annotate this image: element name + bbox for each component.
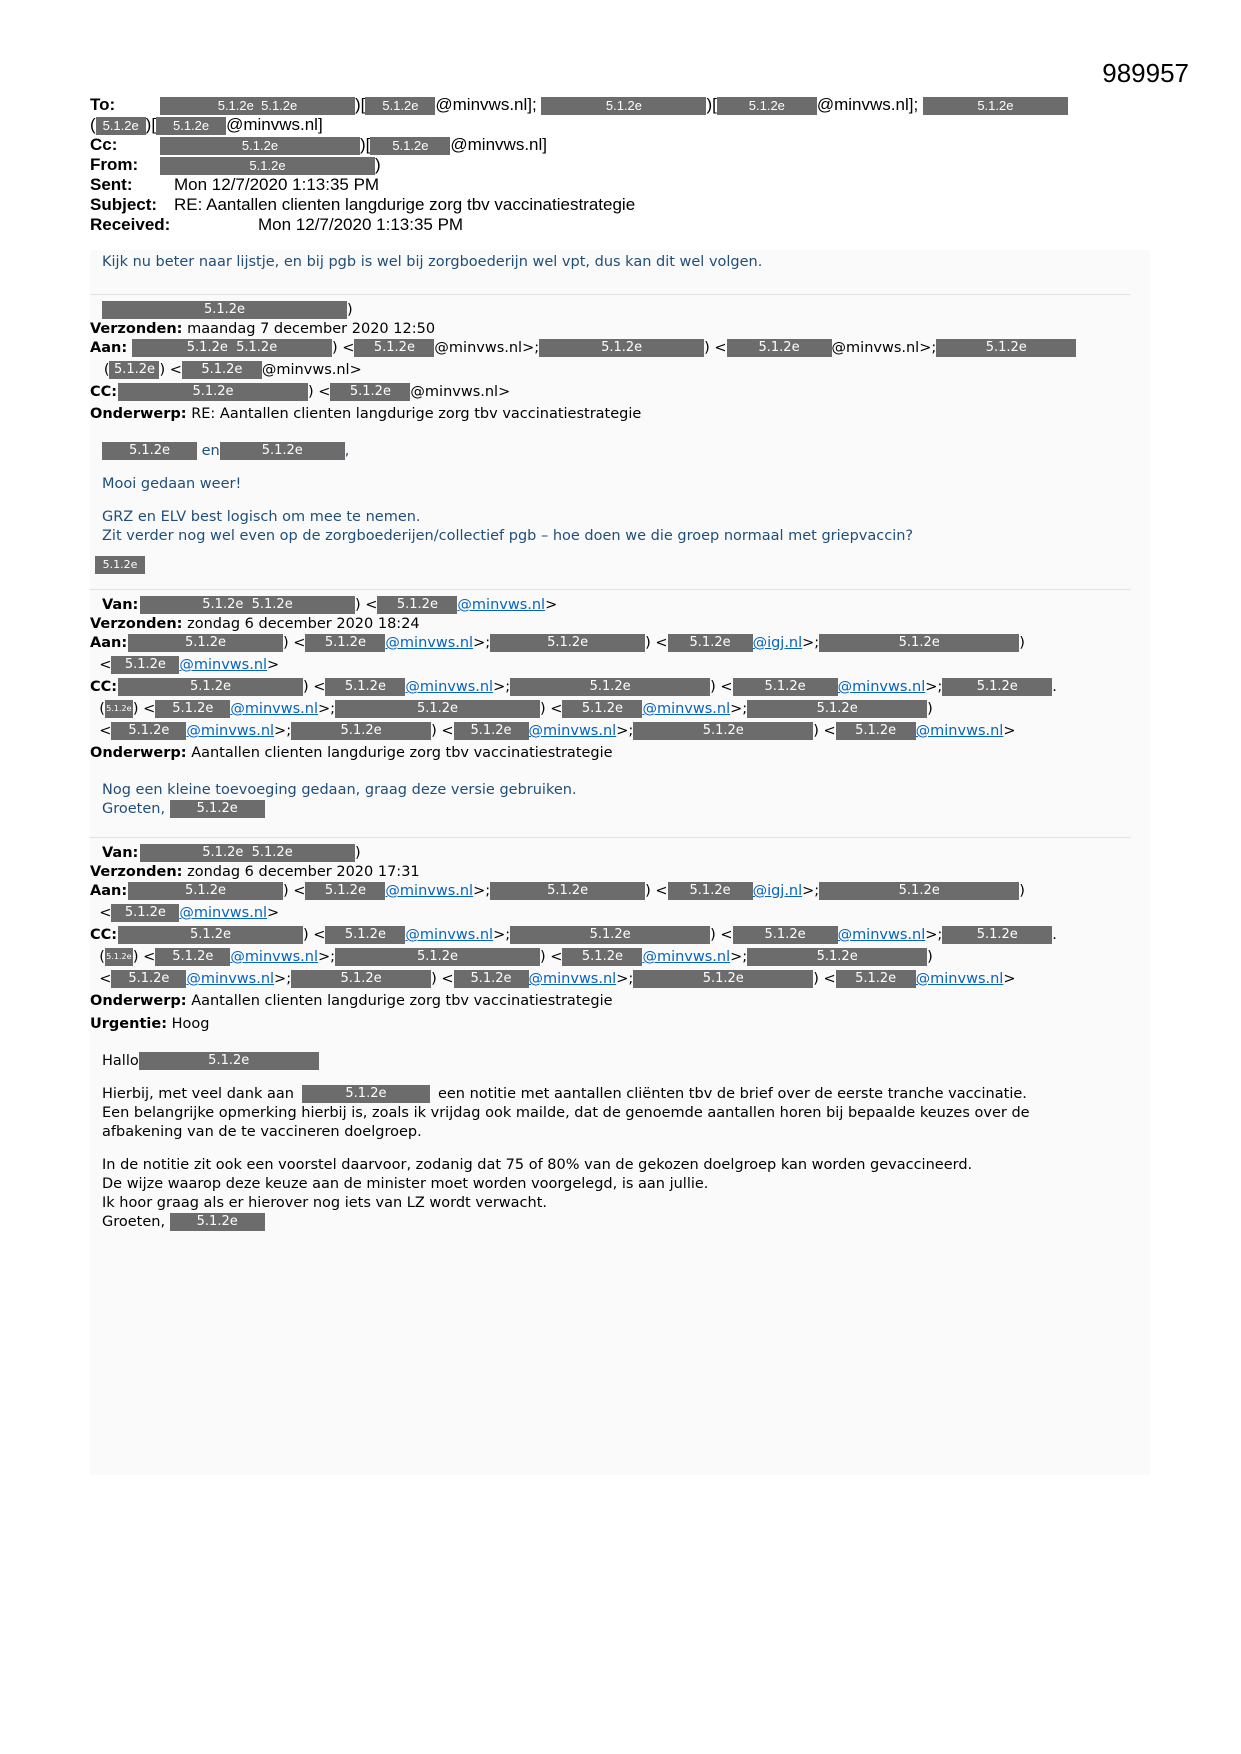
from-line: From: 5.1.2e ): [90, 155, 381, 174]
cc-line: CC: 5.1.2e ) < 5.1.2e @minvws.nl>; 5.1.2e ) < 5.1.2e @minvws.nl>; 5.1.2e .: [90, 927, 1057, 943]
urgentie-line: Urgentie: Hoog: [90, 1016, 210, 1032]
message-2-line2: Zit verder nog wel even op de zorgboederijen/collectief pgb – hoe doen we die groep normaal met griepvaccin?: [102, 528, 914, 544]
redaction: 5.1.2e: [335, 700, 540, 718]
email-link[interactable]: @minvws.nl: [230, 701, 318, 717]
redaction: 5.1.2e: [942, 678, 1052, 696]
email-link[interactable]: @minvws.nl: [837, 679, 926, 695]
redaction: 5.1.2e: [354, 339, 434, 357]
redaction: 5.1.2e: [923, 97, 1068, 115]
cc-domain: @minvws.nl]: [450, 135, 547, 154]
aan-line-cont: < 5.1.2e @minvws.nl>: [90, 657, 280, 673]
redaction: 5.1.2e: [118, 383, 308, 401]
redaction: 5.1.2e: [539, 339, 704, 357]
aan-line-cont: ( 5.1.2e ) < 5.1.2e @minvws.nl>: [90, 362, 362, 378]
email-link[interactable]: @minvws.nl: [642, 949, 731, 965]
redaction: 5.1.2e: [128, 882, 283, 900]
cc-line: CC: 5.1.2e ) < 5.1.2e @minvws.nl>: [90, 384, 511, 400]
verzonden-line: Verzonden: zondag 6 december 2020 17:31: [90, 864, 420, 880]
redaction: 5.1.2e: [335, 948, 540, 966]
email-link[interactable]: @igj.nl: [752, 883, 803, 899]
redaction: 5.1.2e: [155, 700, 230, 718]
redaction: 5.1.2e: [541, 97, 706, 115]
redaction: 5.1.2e 5.1.2e: [160, 97, 355, 115]
email-link[interactable]: @minvws.nl: [837, 927, 926, 943]
cc-line: Cc: 5.1.2e )[ 5.1.2e @minvws.nl]: [90, 135, 547, 154]
cc-line-cont: (5.1.2e) < 5.1.2e @minvws.nl>; 5.1.2e ) < 5.1.2e @minvws.nl>; 5.1.2e ): [90, 949, 933, 965]
email-link[interactable]: @minvws.nl: [179, 657, 268, 673]
redaction: 5.1.2e: [118, 678, 303, 696]
redaction: 5.1.2e: [510, 678, 710, 696]
aan-line-cont: < 5.1.2e @minvws.nl>: [90, 905, 280, 921]
email-link[interactable]: @minvws.nl: [385, 883, 474, 899]
redaction: 5.1.2e: [105, 700, 133, 718]
redaction: 5.1.2e: [668, 634, 753, 652]
redaction: 5.1.2e: [325, 926, 405, 944]
email-link[interactable]: @minvws.nl: [915, 971, 1004, 987]
redaction: 5.1.2e: [111, 970, 186, 988]
aan-line: Aan: 5.1.2e ) < 5.1.2e @minvws.nl>; 5.1.2e ) < 5.1.2e @igj.nl>; 5.1.2e ): [90, 883, 1025, 899]
cc-line: CC: 5.1.2e ) < 5.1.2e @minvws.nl>; 5.1.2e ) < 5.1.2e @minvws.nl>; 5.1.2e .: [90, 679, 1057, 695]
redaction: 5.1.2e: [105, 948, 133, 966]
redaction: 5.1.2e: [747, 948, 927, 966]
redaction: 5.1.2e: [220, 442, 345, 460]
from-label: From:: [90, 155, 139, 174]
email-link[interactable]: @minvws.nl: [179, 905, 268, 921]
redaction: 5.1.2e: [160, 137, 360, 155]
email-link[interactable]: @minvws.nl: [186, 723, 275, 739]
onderwerp-line: Onderwerp: Aantallen clienten langdurige zorg tbv vaccinatiestrategie: [90, 993, 613, 1009]
email-link[interactable]: @minvws.nl: [457, 597, 546, 613]
salutation: 5.1.2e en 5.1.2e ,: [90, 442, 1150, 461]
sent-line: [90, 175, 1150, 195]
message-2-line1: GRZ en ELV best logisch om mee te nemen.: [102, 509, 421, 525]
email-link[interactable]: @minvws.nl: [528, 971, 617, 987]
redaction: 5.1.2e: [291, 722, 431, 740]
received-value: Mon 12/7/2020 1:13:35 PM: [258, 215, 464, 234]
redaction: 5.1.2e: [109, 361, 159, 379]
redaction: 5.1.2e 5.1.2e: [140, 844, 355, 862]
received-label: Received:: [90, 215, 171, 234]
van-line: Van: 5.1.2e 5.1.2e ) < 5.1.2e @minvws.nl>: [102, 597, 558, 613]
to-domain: @minvws.nl];: [816, 95, 919, 114]
cc-label: Cc:: [90, 135, 118, 154]
redaction: 5.1.2e: [160, 157, 375, 175]
email-link[interactable]: @minvws.nl: [385, 635, 474, 651]
message-1-body: Kijk nu beter naar lijstje, en bij pgb is wel bij zorgboederijn wel vpt, dus kan dit wel volgen.: [102, 254, 763, 270]
email-link[interactable]: @minvws.nl: [186, 971, 275, 987]
email-document: To: 5.1.2e 5.1.2e )[ 5.1.2e @minvws.nl]; 5.1.2e )[ 5.1.2e @minvws.nl]; 5.1.2e ( 5.1.2e )[ 5.1.2e @minvws.nl] Cc: 5.1.2e )[ 5.1.2e @minvws.nl] From: 5.1.2e ) Sent: Mon 12/7/2020 1:13:35 PM Subject: RE: Aantallen clienten langdurige zorg tbv vaccinatiestrategie Received: Mon 12/7/2020 1:13:35 PM Kijk nu beter naar lijstje, en bij pgb is wel bij zorgboederijn wel vpt, dus kan dit wel volgen. 5.1.2e ) Verzonden: maandag 7 december 2020 12:50 Aan: 5.1.2e 5.1.2e ) < 5.1.2e @minvws.nl>; 5.1.2e ) < 5.1.2e @minvws.nl>; 5.1.2e ( 5.1.2e ) < 5.1.2e @minvws.nl> CC: 5.1.2e ) < 5.1.2e @minvws.nl> Onderwerp: RE: Aantallen clienten langdurige zorg tbv vaccinatiestrategie 5.1.2e en 5.1.2e , Mooi gedaan weer! GRZ en ELV best logisch om mee te nemen. Zit verder nog wel even op de zorgboederijen/collectief pgb – hoe doen we die groep normaal met griepvaccin? 5.1.2e Van: 5.1.2e 5.1.2e ) < 5.1.2e @minvws.nl> Verzonden: zondag 6 december 2020 18:24 Aan: 5.1.2e ) < 5.1.2e @minvws.nl>; 5.1.2e ) < 5.1.2e @igj.nl>; 5.1.2e ) < 5.1.2e @minvws.nl> CC: 5.1.2e ) < 5.1.2e @minvws.nl>; 5.1.2e ) < 5.1.2e @minvws.nl>; 5.1.2e . (5.1.2e) < 5.1.2e @minvws.nl>; 5.1.2e ) < 5.1.2e @minvws.nl>; 5.1.2e ) < 5.1.2e @minvws.nl>; 5.1.2e ) < 5.1.2e @minvws.nl>; 5.1.2e ) < 5.1.2e @minvws.nl> Onderwerp: Aantallen clienten langdurige zorg tbv vaccinatiestrategie Nog een kleine toevoeging gedaan, graag deze versie gebruiken. Groeten, 5.1.2e Van: 5.1.2e 5.1.2e ) Verzonden: zondag 6 december 2020 17:31 Aan: 5.1.2e ) < 5.1.2e @minvws.nl>; 5.1.2e ) < 5.1.2e @igj.nl>; 5.1.2e ) < 5.1.2e @minvws.nl> CC: 5.1.2e ) < 5.1.2e @minvws.nl>; 5.1.2e ) < 5.1.2e @minvws.nl>; 5.1.2e . (5.1.2e) < 5.1.2e @minvws.nl>; 5.1.2e ) < 5.1.2e @minvws.nl>; 5.1.2e ) < 5.1.2e @minvws.nl>; 5.1.2e ) < 5.1.2e @minvws.nl>; 5.1.2e ) < 5.1.2e @minvws.nl> Onderwerp: Aantallen clienten langdurige zorg tbv vaccinatiestrategie Urgentie: Hoog Hallo 5.1.2e Hierbij, met veel dank aan 5.1.2e een notitie met aantallen cliënten tbv de brief over de eerste tranche vaccinatie. Een belangrijke opmerking hierbij is, zoals ik vrijdag ook mailde, dat de genoemde aantallen horen bij bepaalde keuzes over de afbakening van de te vaccineren doelgroep. In de notitie zit ook een voorstel daarvoor, zodanig dat 75 of 80% van de gekozen doelgroep kan worden gevaccineerd. De wijze waarop deze keuze aan de minister moet worden voorgelegd, is aan jullie. Ik hoor graag als er hierover nog iets van LZ wordt verwacht. Groeten, 5.1.2e: [90, 95, 1150, 1232]
redaction: 5.1.2e: [510, 926, 710, 944]
van-line: Van: 5.1.2e 5.1.2e ): [102, 845, 361, 861]
redaction: 5.1.2e: [633, 722, 813, 740]
onderwerp-line: Onderwerp: Aantallen clienten langdurige zorg tbv vaccinatiestrategie: [90, 745, 613, 761]
message-4-greeting: Hallo 5.1.2e: [90, 1052, 1150, 1071]
email-link[interactable]: @minvws.nl: [230, 949, 318, 965]
message-4-p2: In de notitie zit ook een voorstel daarvoor, zodanig dat 75 of 80% van de gekozen doelgroep kan worden gevaccineerd. De wijze waarop deze keuze aan de minister moet worden voorgelegd, is aan jullie. Ik hoor graag als er hierover nog iets van LZ wordt verwacht. Groeten, 5.1.2e: [102, 1157, 973, 1230]
email-link[interactable]: @minvws.nl: [405, 927, 494, 943]
redaction: 5.1.2e: [305, 882, 385, 900]
aan-line: Aan: 5.1.2e ) < 5.1.2e @minvws.nl>; 5.1.2e ) < 5.1.2e @igj.nl>; 5.1.2e ): [90, 635, 1025, 651]
redaction: 5.1.2e: [118, 926, 303, 944]
redaction: 5.1.2e: [562, 700, 642, 718]
redaction: 5.1.2e: [170, 800, 265, 818]
redaction: 5.1.2e: [490, 882, 645, 900]
redaction: 5.1.2e: [836, 722, 916, 740]
redaction: 5.1.2e: [305, 634, 385, 652]
to-line: To: 5.1.2e 5.1.2e )[ 5.1.2e @minvws.nl]; 5.1.2e )[ 5.1.2e @minvws.nl]; 5.1.2e: [90, 95, 1150, 115]
to-line-cont: ( 5.1.2e )[ 5.1.2e @minvws.nl]: [90, 115, 323, 134]
message-4-p1: Hierbij, met veel dank aan 5.1.2e een notitie met aantallen cliënten tbv de brief over de eerste tranche vaccinatie. Een belangrijke opmerking hierbij is, zoals ik vrijdag ook mailde, dat de genoemde aantallen horen bij bepaalde keuzes over de afbakening van de te vaccineren doelgroep.: [102, 1086, 1030, 1140]
redaction: 5.1.2e: [727, 339, 832, 357]
redaction: 5.1.2e: [747, 700, 927, 718]
redaction: 5.1.2e: [291, 970, 431, 988]
email-link[interactable]: @minvws.nl: [642, 701, 731, 717]
redaction: 5.1.2e 5.1.2e: [140, 596, 355, 614]
document-number: 989957: [1102, 58, 1189, 88]
email-link[interactable]: @minvws.nl: [915, 723, 1004, 739]
redaction: 5.1.2e: [454, 970, 529, 988]
redaction: 5.1.2e: [668, 882, 753, 900]
subject-label: Subject:: [90, 195, 158, 214]
email-header: [90, 95, 1150, 235]
redaction: 5.1.2e: [96, 117, 146, 135]
redaction: 5.1.2e: [365, 97, 435, 115]
sent-value: Mon 12/7/2020 1:13:35 PM: [174, 175, 380, 194]
redaction: 5.1.2e: [95, 556, 145, 574]
redaction: 5.1.2e: [490, 634, 645, 652]
redaction: 5.1.2e: [111, 656, 179, 674]
redaction: 5.1.2e: [128, 634, 283, 652]
sent-label: Sent:: [90, 175, 133, 194]
cc-line-cont: < 5.1.2e @minvws.nl>; 5.1.2e ) < 5.1.2e @minvws.nl>; 5.1.2e ) < 5.1.2e @minvws.nl>: [90, 723, 1016, 739]
redaction: 5.1.2e: [942, 926, 1052, 944]
to-domain: @minvws.nl];: [435, 95, 537, 114]
verzonden-line: Verzonden: maandag 7 december 2020 12:50: [90, 321, 436, 337]
message-2-greeting: Mooi gedaan weer!: [102, 476, 242, 492]
redaction: 5.1.2e: [302, 1085, 430, 1103]
redaction: 5.1.2e: [836, 970, 916, 988]
redaction: 5.1.2e: [717, 97, 817, 115]
redaction: 5.1.2e: [139, 1052, 319, 1070]
redaction: 5.1.2e: [325, 678, 405, 696]
received-line: [90, 215, 1150, 235]
redaction: 5.1.2e: [156, 117, 226, 135]
aan-line: Aan: 5.1.2e 5.1.2e ) < 5.1.2e @minvws.nl>; 5.1.2e ) < 5.1.2e @minvws.nl>; 5.1.2e: [90, 339, 1150, 361]
redaction: 5.1.2e 5.1.2e: [132, 339, 332, 357]
verzonden-line: Verzonden: zondag 6 december 2020 18:24: [90, 616, 420, 632]
subject-line: [90, 195, 1150, 215]
separator: [90, 589, 1130, 590]
redaction: 5.1.2e: [111, 722, 186, 740]
redaction: 5.1.2e: [155, 948, 230, 966]
redaction: 5.1.2e: [819, 882, 1019, 900]
redaction: 5.1.2e: [733, 678, 838, 696]
redaction: 5.1.2e: [454, 722, 529, 740]
redaction: 5.1.2e: [733, 926, 838, 944]
redaction: 5.1.2e: [102, 301, 347, 319]
redaction: 5.1.2e: [819, 634, 1019, 652]
redaction: 5.1.2e: [562, 948, 642, 966]
redaction: 5.1.2e: [936, 339, 1076, 357]
redaction: 5.1.2e: [370, 137, 450, 155]
redaction: 5.1.2e: [633, 970, 813, 988]
email-link[interactable]: @minvws.nl: [405, 679, 494, 695]
redaction: 5.1.2e: [111, 904, 179, 922]
redaction: 5.1.2e: [102, 442, 197, 460]
separator: [90, 837, 1130, 838]
email-link[interactable]: @minvws.nl: [528, 723, 617, 739]
subject-value: RE: Aantallen clienten langdurige zorg tbv vaccinatiestrategie: [174, 195, 636, 214]
message-3-signoff: Groeten, 5.1.2e: [90, 800, 1150, 819]
onderwerp-line: Onderwerp: RE: Aantallen clienten langdurige zorg tbv vaccinatiestrategie: [90, 406, 642, 422]
cc-line-cont: (5.1.2e) < 5.1.2e @minvws.nl>; 5.1.2e ) < 5.1.2e @minvws.nl>; 5.1.2e ): [90, 701, 933, 717]
redaction: 5.1.2e: [182, 361, 262, 379]
redaction: 5.1.2e: [377, 596, 457, 614]
redaction: 5.1.2e: [330, 383, 410, 401]
cc-line-cont: < 5.1.2e @minvws.nl>; 5.1.2e ) < 5.1.2e @minvws.nl>; 5.1.2e ) < 5.1.2e @minvws.nl>: [90, 971, 1016, 987]
separator: [90, 294, 1130, 295]
to-label: To:: [90, 95, 116, 114]
to-domain: @minvws.nl]: [226, 115, 323, 134]
redaction: 5.1.2e: [170, 1213, 265, 1231]
message-3-body: Nog een kleine toevoeging gedaan, graag deze versie gebruiken.: [102, 782, 577, 798]
email-link[interactable]: @igj.nl: [752, 635, 803, 651]
